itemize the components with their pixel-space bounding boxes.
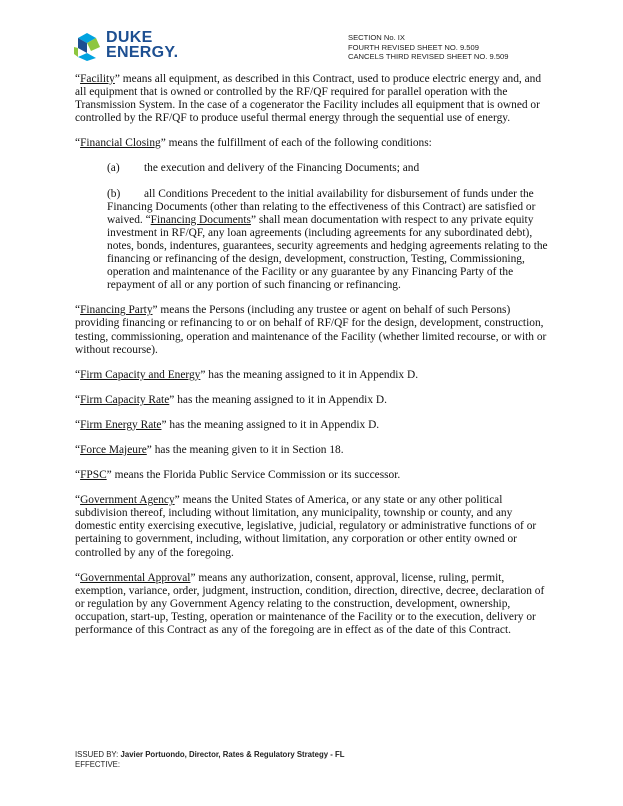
condition-a <box>75 162 553 175</box>
term: Financial Closing <box>80 137 161 150</box>
page-footer <box>75 750 345 770</box>
term: Facility <box>80 73 115 85</box>
definition-government-agency: “Government Agency” means the United States of America, or any state or any other political subdivision thereof, including without limitation, any municipality, township or county, and any domestic entity exercising executive, legislative, judicial, regulatory or administrative functions of or pertaining to government, including, without limitation, any corporation or other entity owned or controlled by any of the foregoing. <box>75 494 537 559</box>
term: Government Agency <box>80 494 175 507</box>
duke-energy-logo-icon <box>70 30 104 64</box>
definition-text: means the fulfillment of each of the following conditions: <box>165 137 432 150</box>
issued-by-name: Javier Portuondo, Director, Rates & Regulatory Strategy - FL <box>120 750 345 759</box>
condition-b <box>75 188 553 293</box>
cancels-sheet: CANCELS THIRD REVISED SHEET NO. 9.509 <box>348 52 509 62</box>
logo-wordmark <box>106 30 178 60</box>
term: Governmental Approval <box>80 571 191 584</box>
definition-text: means all equipment, as described in this Contract, used to produce electric energy and, and all equipment that is owned or controlled by the RF/QF required for parallel operation with the Transmission System. In the case of a cogenerator the Facility includes all equipment that is owned or controlled by the RF/QF to produce useful thermal energy through the sequential use of energy. <box>75 73 542 125</box>
logo-line-2: ENERGY. <box>106 44 179 61</box>
condition-text: ” shall mean documentation with respect to any private equity investment in RF/QF, any loan agreements (including agreements for any subordinated debt), notes, bonds, indentures, guarantees, security agreements and hedging agreements relating to the financing or refinancing of the design, development, construction, Testing, Commissioning, operation and maintenance of the Facility or any guarantee by any Financing Party of the repayment of all or any portion of such financing or refinancing. <box>107 213 548 292</box>
definition-text: means any authorization, consent, approval, license, ruling, permit, exemption, variance, order, judgment, instruction, condition, direction, directive, decree, declaration of or regulation by any Government Agency relating to the construction, development, ownership, occupation, start-up, Testing, operation or maintenance of the Facility or to the execution, delivery or performance of this Contract as any of the foregoing are in effect as of the date of this Contract. <box>75 571 545 636</box>
issued-by-line <box>75 750 345 760</box>
effective-line: EFFECTIVE: <box>75 760 121 769</box>
condition-text: the execution and delivery of the Financing Documents; and <box>144 162 420 175</box>
definition-text: has the meaning assigned to it in Appendix D. <box>205 368 419 381</box>
sheet-header <box>348 33 509 62</box>
term: Firm Capacity and Energy <box>80 368 201 381</box>
term: Financing Documents <box>150 213 251 226</box>
term: FPSC <box>80 469 107 482</box>
definition-facility: “Facility” means all equipment, as described in this Contract, used to produce electric energy and, and all equipment that is owned or controlled by the RF/QF required for parallel operation with the Transmission System. In the case of a cogenerator the Facility includes all equipment that is owned or controlled by the RF/QF to produce useful thermal energy through the sequential use of energy. <box>75 73 542 125</box>
definition-force-majeure: “Force Majeure” has the meaning given to it in Section 18. <box>75 443 344 456</box>
definition-fpsc: “FPSC” means the Florida Public Service Commission or its successor. <box>75 469 401 482</box>
definition-text: means the Persons (including any trustee or agent on behalf of such Persons) providing financing or refinancing to or on behalf of RF/QF for the design, development, construction, testing, commissioning, operation and maintenance of the Facility (whether limited recourse, or with or without recourse). <box>75 304 547 356</box>
definition-text: means the Florida Public Service Commission or its successor. <box>111 469 401 482</box>
definition-governmental-approval: “Governmental Approval” means any authorization, consent, approval, license, ruling, permit, exemption, variance, order, judgment, instruction, condition, direction, directive, decree, declaration of or regulation by any Government Agency relating to the construction, development, ownership, occupation, start-up, Testing, operation or maintenance of the Facility or to the execution, delivery or performance of this Contract as any of the foregoing are in effect as of the date of this Contract. <box>75 571 545 636</box>
definition-financing-party: “Financing Party” means the Persons (including any trustee or agent on behalf of such Persons) providing financing or refinancing to or on behalf of RF/QF for the design, development, construction, testing, commissioning, operation and maintenance of the Facility (whether limited recourse, or with or without recourse). <box>75 304 547 356</box>
duke-energy-logo <box>70 28 190 72</box>
term: Financing Party <box>80 304 153 317</box>
definition-firm-energy-rate: “Firm Energy Rate” has the meaning assigned to it in Appendix D. <box>75 418 380 431</box>
sheet-number: FOURTH REVISED SHEET NO. 9.509 <box>348 42 479 52</box>
definition-firm-capacity-rate: “Firm Capacity Rate” has the meaning assigned to it in Appendix D. <box>75 393 387 406</box>
term: Firm Energy Rate <box>80 418 162 431</box>
definition-text: means the United States of America, or any state or any other political subdivision thereof, including without limitation, any municipality, township or county, and any domestic entity exercising executive, legislative, judicial, regulatory or administrative functions of or pertaining to government, including, without limitation, any corporation or other entity owned or controlled by any of the foregoing. <box>75 494 537 559</box>
term: Firm Capacity Rate <box>80 393 170 406</box>
definition-firm-capacity-and-energy: “Firm Capacity and Energy” has the meaning assigned to it in Appendix D. <box>75 368 419 381</box>
definition-text: has the meaning given to it in Section 18. <box>151 443 344 456</box>
definition-text: has the meaning assigned to it in Appendix D. <box>166 418 380 431</box>
condition-text: all Conditions Precedent to the initial availability for disbursement of funds under the Financing Documents (other than relating to the effectiveness of this Contract) are satisfied or waived. “ <box>107 187 536 226</box>
term: Force Majeure <box>80 443 147 456</box>
document-body <box>75 73 553 649</box>
section-number: SECTION No. IX <box>348 33 405 42</box>
logo-line-1: DUKE <box>106 29 153 46</box>
condition-label: (b) <box>107 187 121 200</box>
definition-text: has the meaning assigned to it in Appendix D. <box>174 393 387 406</box>
issued-by-label: ISSUED BY: <box>75 750 119 759</box>
condition-label: (a) <box>107 162 120 175</box>
definition-financial-closing: “Financial Closing” means the fulfillment of each of the following conditions: <box>75 137 432 150</box>
